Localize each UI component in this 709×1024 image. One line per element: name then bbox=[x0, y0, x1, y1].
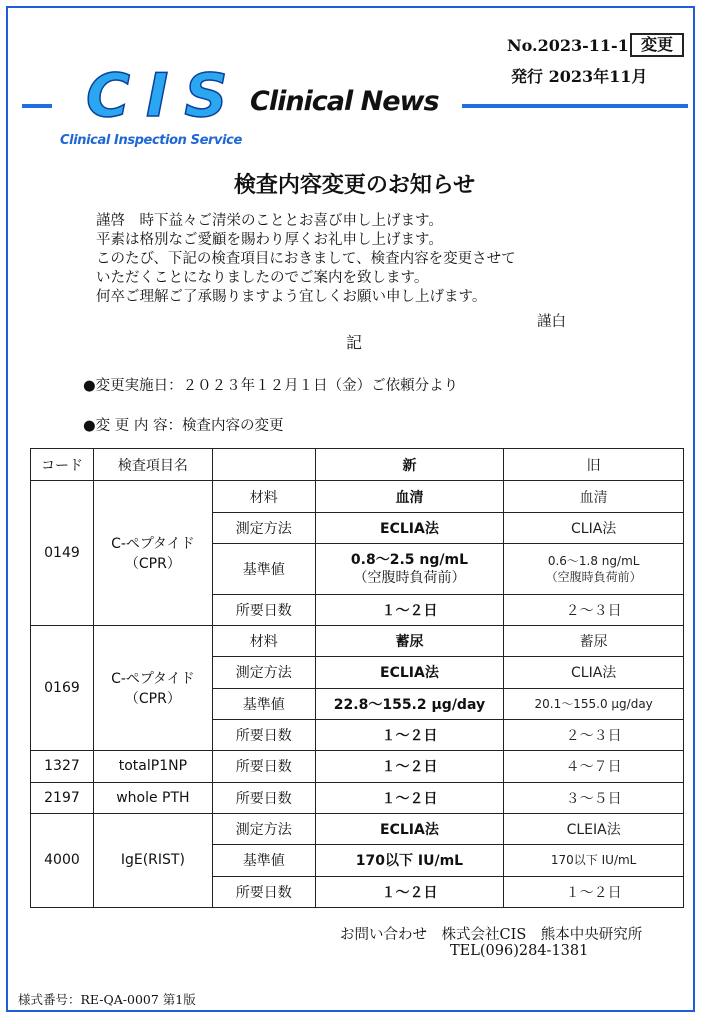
old-value bbox=[504, 544, 684, 595]
item-name: totalP1NP bbox=[93, 751, 212, 782]
attribute-label: 基準値 bbox=[212, 688, 315, 719]
table-header-row bbox=[31, 449, 684, 481]
old-value: 20.1～155.0 μg/day bbox=[504, 688, 684, 719]
new-value: １～２日 bbox=[315, 876, 504, 908]
greeting-line: 平素は格別なご愛顧を賜わり厚くお礼申し上げます。 bbox=[96, 232, 443, 248]
new-value: ECLIA法 bbox=[315, 512, 504, 543]
new-value bbox=[315, 544, 504, 595]
old-value: ２～３日 bbox=[504, 719, 684, 750]
old-value: ４～７日 bbox=[504, 751, 684, 782]
attribute-label: 所要日数 bbox=[212, 719, 315, 750]
attribute-label: 所要日数 bbox=[212, 782, 315, 813]
old-value-note: （空腹時負荷前） bbox=[545, 569, 642, 584]
attribute-label: 測定方法 bbox=[212, 813, 315, 844]
old-value: CLIA法 bbox=[504, 512, 684, 543]
contact-company: お問い合わせ 株式会社CIS 熊本中央研究所 bbox=[340, 927, 643, 943]
new-value: １～２日 bbox=[315, 594, 504, 625]
old-value: ２～３日 bbox=[504, 594, 684, 625]
header-old: 旧 bbox=[504, 449, 684, 481]
header-attribute bbox=[212, 449, 315, 481]
header-item-name: 検査項目名 bbox=[93, 449, 212, 481]
new-value-note: （空腹時負荷前） bbox=[353, 569, 466, 586]
attribute-label: 所要日数 bbox=[212, 594, 315, 625]
item-name-line: （CPR） bbox=[124, 691, 181, 708]
effective-date: ●変更実施日：２０２３年１２月１日（金）ご依頼分より bbox=[83, 378, 459, 394]
new-value: 170以下 IU/mL bbox=[315, 845, 504, 876]
new-value: １～２日 bbox=[315, 751, 504, 782]
attribute-label: 基準値 bbox=[212, 845, 315, 876]
table-row bbox=[31, 813, 684, 844]
new-value: 血清 bbox=[315, 481, 504, 512]
greeting-line: 何卒ご理解ご了承賜りますよう宜しくお願い申し上げます。 bbox=[96, 289, 487, 305]
contact-phone: TEL(096)284-1381 bbox=[450, 943, 589, 959]
page-title: 検査内容変更のお知らせ bbox=[233, 172, 476, 198]
logo-subtitle: Clinical Inspection Service bbox=[60, 133, 242, 148]
greeting-text bbox=[96, 212, 516, 307]
closing-word: 謹白 bbox=[537, 314, 566, 330]
old-value: １～２日 bbox=[504, 876, 684, 908]
header-rule-left bbox=[22, 104, 52, 108]
attribute-label: 測定方法 bbox=[212, 512, 315, 543]
item-name: IgE(RIST) bbox=[93, 813, 212, 907]
table-row bbox=[31, 751, 684, 782]
cis-logo: CIS bbox=[86, 61, 244, 131]
new-value: 蓄尿 bbox=[315, 625, 504, 656]
header-new: 新 bbox=[315, 449, 504, 481]
new-value: ECLIA法 bbox=[315, 657, 504, 688]
change-content: ●変 更 内 容：検査内容の変更 bbox=[83, 418, 284, 434]
old-value: CLIA法 bbox=[504, 657, 684, 688]
item-code: 2197 bbox=[31, 782, 94, 813]
item-name-line: C-ペプタイド bbox=[111, 671, 195, 688]
table-row bbox=[31, 481, 684, 512]
item-name bbox=[93, 625, 212, 750]
item-name bbox=[93, 481, 212, 626]
item-code: 1327 bbox=[31, 751, 94, 782]
old-value: ３～５日 bbox=[504, 782, 684, 813]
item-name-line: （CPR） bbox=[124, 556, 181, 573]
attribute-label: 所要日数 bbox=[212, 751, 315, 782]
attribute-label: 所要日数 bbox=[212, 876, 315, 908]
table-row bbox=[31, 625, 684, 656]
ki-mark: 記 bbox=[346, 333, 363, 352]
old-value: 蓄尿 bbox=[504, 625, 684, 656]
document-number: No.2023-11-1 bbox=[507, 36, 629, 55]
old-value: 170以下 IU/mL bbox=[504, 845, 684, 876]
newsletter-title: Clinical News bbox=[250, 86, 439, 117]
new-value: １～２日 bbox=[315, 782, 504, 813]
form-number: 様式番号：RE-QA-0007 第1版 bbox=[18, 992, 196, 1007]
new-value: ECLIA法 bbox=[315, 813, 504, 844]
greeting-line: いただくことになりましたのでご案内を致します。 bbox=[96, 270, 429, 286]
header-rule-right bbox=[462, 104, 688, 108]
greeting-line: 謹啓 時下益々ご清栄のこととお喜び申し上げます。 bbox=[96, 213, 443, 229]
item-code: 0169 bbox=[31, 625, 94, 750]
new-value: １～２日 bbox=[315, 719, 504, 750]
table-row bbox=[31, 782, 684, 813]
greeting-line: このたび、下記の検査項目におきまして、検査内容を変更させて bbox=[96, 251, 516, 267]
item-code: 4000 bbox=[31, 813, 94, 907]
attribute-label: 材料 bbox=[212, 481, 315, 512]
header-code: コード bbox=[31, 449, 94, 481]
new-value-main: 0.8～2.5 ng/mL bbox=[350, 551, 468, 568]
attribute-label: 基準値 bbox=[212, 544, 315, 595]
item-name: whole PTH bbox=[93, 782, 212, 813]
item-name-line: C-ペプタイド bbox=[111, 536, 195, 553]
attribute-label: 測定方法 bbox=[212, 657, 315, 688]
old-value: 血清 bbox=[504, 481, 684, 512]
issue-date: 発行 2023年11月 bbox=[511, 67, 648, 86]
old-value-main: 0.6～1.8 ng/mL bbox=[547, 553, 640, 568]
change-table bbox=[30, 448, 684, 908]
item-code: 0149 bbox=[31, 481, 94, 626]
attribute-label: 材料 bbox=[212, 625, 315, 656]
change-badge: 変更 bbox=[630, 33, 684, 57]
old-value: CLEIA法 bbox=[504, 813, 684, 844]
new-value: 22.8～155.2 μg/day bbox=[315, 688, 504, 719]
